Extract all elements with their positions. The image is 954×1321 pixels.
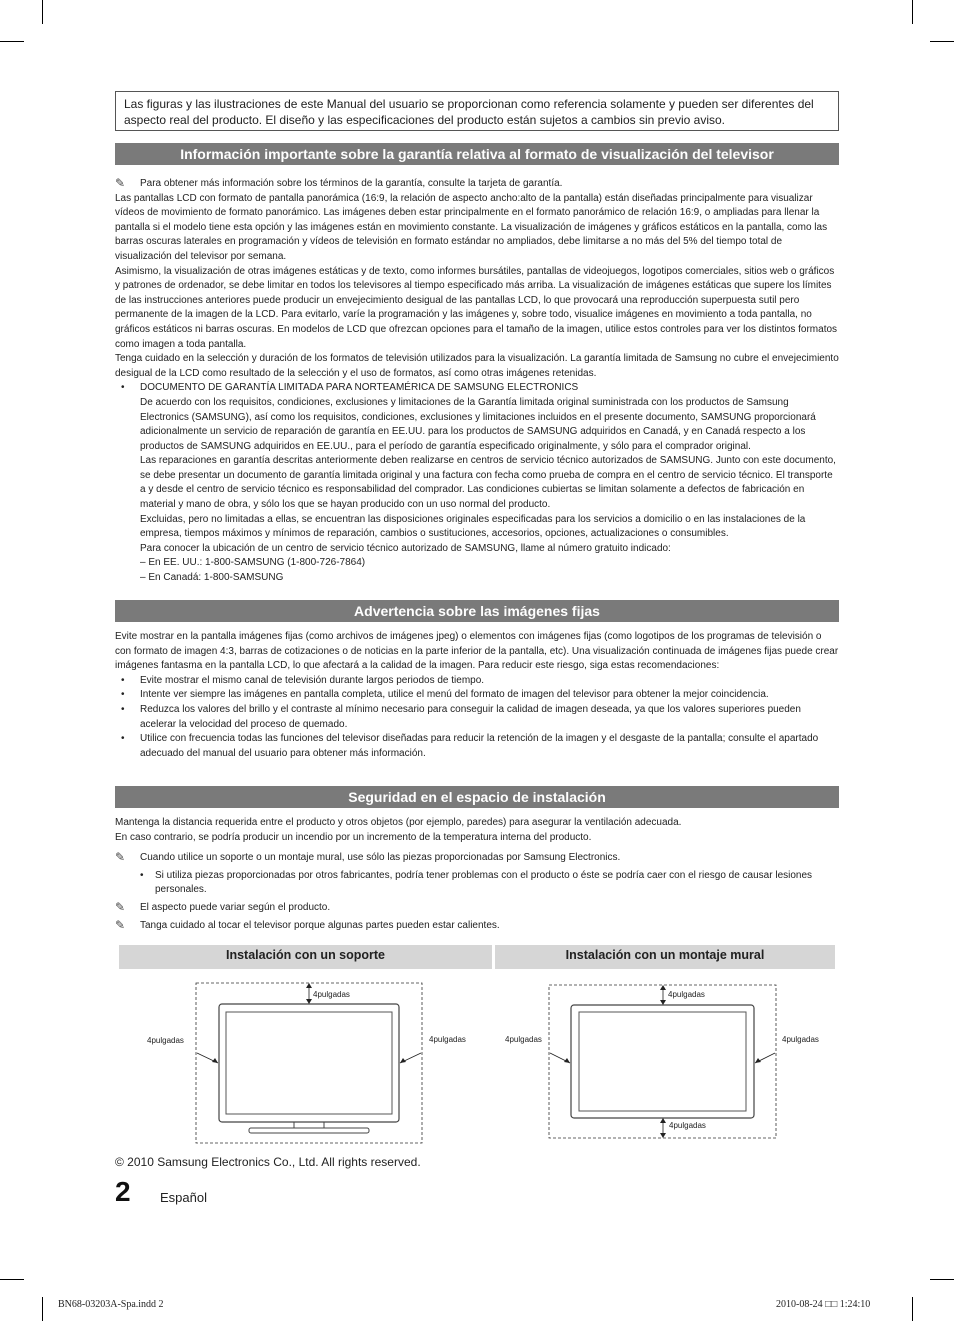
bullet-item: • Intente ver siempre las imágenes en pantalla completa, utilice el menú del formato de imagen del televisor para obtener la mejor coincidencia. xyxy=(115,688,839,703)
note-item: ✎ Tanga cuidado al tocar el televisor porque algunas partes pueden estar calientes. xyxy=(115,917,500,932)
section-title-still-images: Advertencia sobre las imágenes fijas xyxy=(115,600,839,622)
crop-mark xyxy=(42,1297,43,1321)
paragraph: Tenga cuidado en la selección y duración de los formatos de televisión utilizados para la visualización. La garantía limitada de Samsung no cubre el envejecimiento desigual de la LCD como resultado de la selección y el uso de formatos, así como otras imágenes retenidas. xyxy=(115,353,839,379)
crop-mark xyxy=(930,1279,954,1280)
bullet-paragraph: Las reparaciones en garantía descritas anteriormente deben realizarse en centros de servicio técnico autorizados de SAMSUNG. Junto con este documento, se debe presentar un documento de garantía limitada original y una factura con fecha como prueba de compra en el centro de servicio técnico. El transporte a y desde el centro de servicio técnico es responsabilidad del comprador. Las condiciones cubiertas se limitan solamente a defectos de fabricación en material y mano de obra, y sólo los que se hayan producido con un uso normal del producto. xyxy=(140,455,836,511)
paragraph: Mantenga la distancia requerida entre el producto y otros objetos (por ejemplo, paredes) para asegurar la ventilación adecuada. xyxy=(115,817,682,828)
print-timestamp: 2010-08-24 □□ 1:24:10 xyxy=(776,1299,871,1310)
bullet-icon: • xyxy=(121,703,125,715)
note-item: ✎ Cuando utilice un soporte o un montaje mural, use sólo las piezas proporcionadas por Samsung Electronics. xyxy=(115,850,621,865)
clearance-label-top: 4pulgadas xyxy=(313,990,350,999)
clearance-label-bottom: 4pulgadas xyxy=(669,1121,706,1130)
paragraph: Evite mostrar en la pantalla imágenes fijas (como archivos de imágenes jpeg) o elementos con imágenes fijas (como logotipos de los programas de televisión o con formato de imagen 4:3, barras de cotizaciones o de noticias en la parte inferior de la pantalla, etc). Una visualización continuada de imágenes fijas puede crear imágenes fantasma en la pantalla LCD, lo que afectará a la calidad de la imagen. Para reducir este riesgo, siga estas recomendaciones: xyxy=(115,631,839,672)
print-file-name: BN68-03203A-Spa.indd 2 xyxy=(58,1299,164,1310)
note-item: ✎ El aspecto puede variar según el producto. xyxy=(115,899,331,914)
copyright-notice: © 2010 Samsung Electronics Co., Ltd. All rights reserved. xyxy=(115,1155,421,1169)
sub-bullet-item: • Si utiliza piezas proporcionadas por otros fabricantes, podría tener problemas con el producto o éste se podría caer con el riesgo de causar lesiones personales. xyxy=(140,869,813,896)
pencil-note-icon: ✎ xyxy=(115,850,126,865)
crop-mark xyxy=(912,0,913,24)
clearance-label-right: 4pulgadas xyxy=(782,1035,819,1044)
bullet-icon: • xyxy=(121,382,125,394)
arrow-head xyxy=(660,1000,666,1005)
page-number: 2 xyxy=(115,1176,131,1207)
arrow-head xyxy=(660,985,666,990)
page-language: Español xyxy=(160,1190,207,1205)
tv-screen xyxy=(579,1012,746,1111)
bullet-item: • Evite mostrar el mismo canal de televisión durante largos periodos de tiempo. xyxy=(115,674,839,689)
wall-mount-installation-diagram xyxy=(495,975,835,1145)
phone-line: – En EE. UU.: 1-800-SAMSUNG (1-800-726-7864) xyxy=(140,557,366,569)
section-warranty-body xyxy=(115,177,839,586)
phone-line: – En Canadá: 1-800-SAMSUNG xyxy=(140,572,284,584)
bullet-icon: • xyxy=(140,869,144,881)
section-still-images-body xyxy=(115,630,839,761)
crop-mark xyxy=(0,1279,24,1280)
note-item: ✎ Para obtener más información sobre los términos de la garantía, consulte la tarjeta de garantía. xyxy=(115,176,563,190)
intro-disclaimer-box: Las figuras y las ilustraciones de este Manual del usuario se proporcionan como referencia solamente y pueden ser diferentes del aspecto real del producto. El diseño y las especificaciones del producto están sujetos a cambios sin previo aviso. xyxy=(115,91,839,131)
clearance-label-left: 4pulgadas xyxy=(505,1035,542,1044)
pencil-note-icon: ✎ xyxy=(115,176,126,190)
crop-mark xyxy=(0,41,24,42)
clearance-label-right: 4pulgadas xyxy=(429,1035,466,1044)
paragraph: Asimismo, la visualización de otras imágenes estáticas y de texto, como informes bursátiles, pantallas de videojuegos, logotipos comerciales, sitios web o gráficos y patrones de ordenador, se debe limitar en todos los televisores al tiempo especificado más arriba. La visualización de imágenes estáticas que supere los límites de las instrucciones anteriores puede producir un envejecimiento desigual de las pantallas LCD, lo que provocará una reproducción superpuesta sutil pero permanente de la imagen de la LCD. Para evitarlo, varíe la programación y las imágenes y, sobre todo, visualice imágenes en movimiento a toda pantalla, no gráficos estáticos ni barras oscuras. En modelos de LCD que ofrezcan opciones para el tamaño de la imagen, utilice estos controles para ver los distintos formatos como imagen a toda pantalla. xyxy=(115,265,838,350)
pencil-note-icon: ✎ xyxy=(115,899,126,914)
paragraph: Las pantallas LCD con formato de pantalla panorámica (16:9, la relación de aspecto ancho:alto de la pantalla) están diseñadas principalmente para visualizar vídeos de movimiento de formato panorámico. Las imágenes deben estar principalmente en el formato panorámico de relación 16:9, o ampliadas para llenar la pantalla si el modelo tiene esta opción y las imágenes están en movimiento constante. La visualización de imágenes y gráficos estáticos en la pantalla, como las barras oscuras laterales en programación y vídeos de televisión en formato estándar no ampliados, debe limitarse a no más del 5% del tiempo total de visualización del televisor por semana. xyxy=(115,192,828,262)
stand-installation-diagram xyxy=(119,975,492,1145)
pencil-note-icon: ✎ xyxy=(115,917,126,932)
bullet-icon: • xyxy=(121,674,125,686)
bullet-item: • Utilice con frecuencia todas las funciones del televisor diseñadas para reducir la retención de la imagen y el desgaste de la pantalla; consulte el apartado adecuado del manual del usuario para obtener más información. xyxy=(121,733,819,759)
clearance-label-top: 4pulgadas xyxy=(668,990,705,999)
arrow-head xyxy=(306,983,312,988)
section-title-installation-space: Seguridad en el espacio de instalación xyxy=(115,786,839,808)
bullet-paragraph: Para conocer la ubicación de un centro de servicio técnico autorizado de SAMSUNG, llame al número gratuito indicado: xyxy=(140,542,671,554)
arrow-head xyxy=(306,999,312,1004)
arrow-head xyxy=(660,1118,666,1123)
bullet-icon: • xyxy=(121,733,125,745)
bullet-item: • DOCUMENTO DE GARANTÍA LIMITADA PARA NORTEAMÉRICA DE SAMSUNG ELECTRONICS xyxy=(115,381,839,396)
paragraph: En caso contrario, se podría producir un incendio por un incremento de la temperatura interna del producto. xyxy=(115,831,592,843)
section-installation-body xyxy=(115,816,839,933)
crop-mark xyxy=(912,1297,913,1321)
crop-mark xyxy=(930,41,954,42)
bullet-icon: • xyxy=(121,689,125,701)
column-header-stand: Instalación con un soporte xyxy=(119,945,492,969)
bullet-paragraph: De acuerdo con los requisitos, condiciones, exclusiones y limitaciones de la Garantía limitada original suministrada con los productos de Samsung Electronics (SAMSUNG), así como los requisitos, condiciones, exclusiones y limitaciones incluidos en el presente documento, SAMSUNG proporcionará adicionalmente un servicio de reparación de garantía en EE.UU. para los productos de SAMSUNG adquiridos en Canadá, y en Canadá respecto a los productos de SAMSUNG adquiridos en EE.UU., para el período de garantía especificado originalmente, y sólo para el comprador original. xyxy=(140,396,816,452)
section-title-warranty: Información importante sobre la garantía relativa al formato de visualización del televisor xyxy=(115,143,839,165)
bullet-item: • Reduzca los valores del brillo y el contraste al mínimo necesario para conseguir la calidad de imagen deseada, ya que los valores superiores pueden acelerar la velocidad del proceso de quemado. xyxy=(121,703,801,730)
tv-screen xyxy=(226,1012,392,1114)
clearance-label-left: 4pulgadas xyxy=(147,1036,184,1045)
bullet-paragraph: Excluidas, pero no limitadas a ellas, se encuentran las disposiciones originales especificadas para los servicios a domicilio o en las instalaciones de la empresa, tiempos máximos y mínimos de reparación, cambios o sustituciones, accesorios, opciones, actualizaciones o consumibles. xyxy=(140,513,806,540)
column-header-wall-mount: Instalación con un montaje mural xyxy=(495,945,835,969)
crop-mark xyxy=(42,0,43,24)
arrow-head xyxy=(660,1133,666,1138)
stand-base xyxy=(249,1128,369,1133)
